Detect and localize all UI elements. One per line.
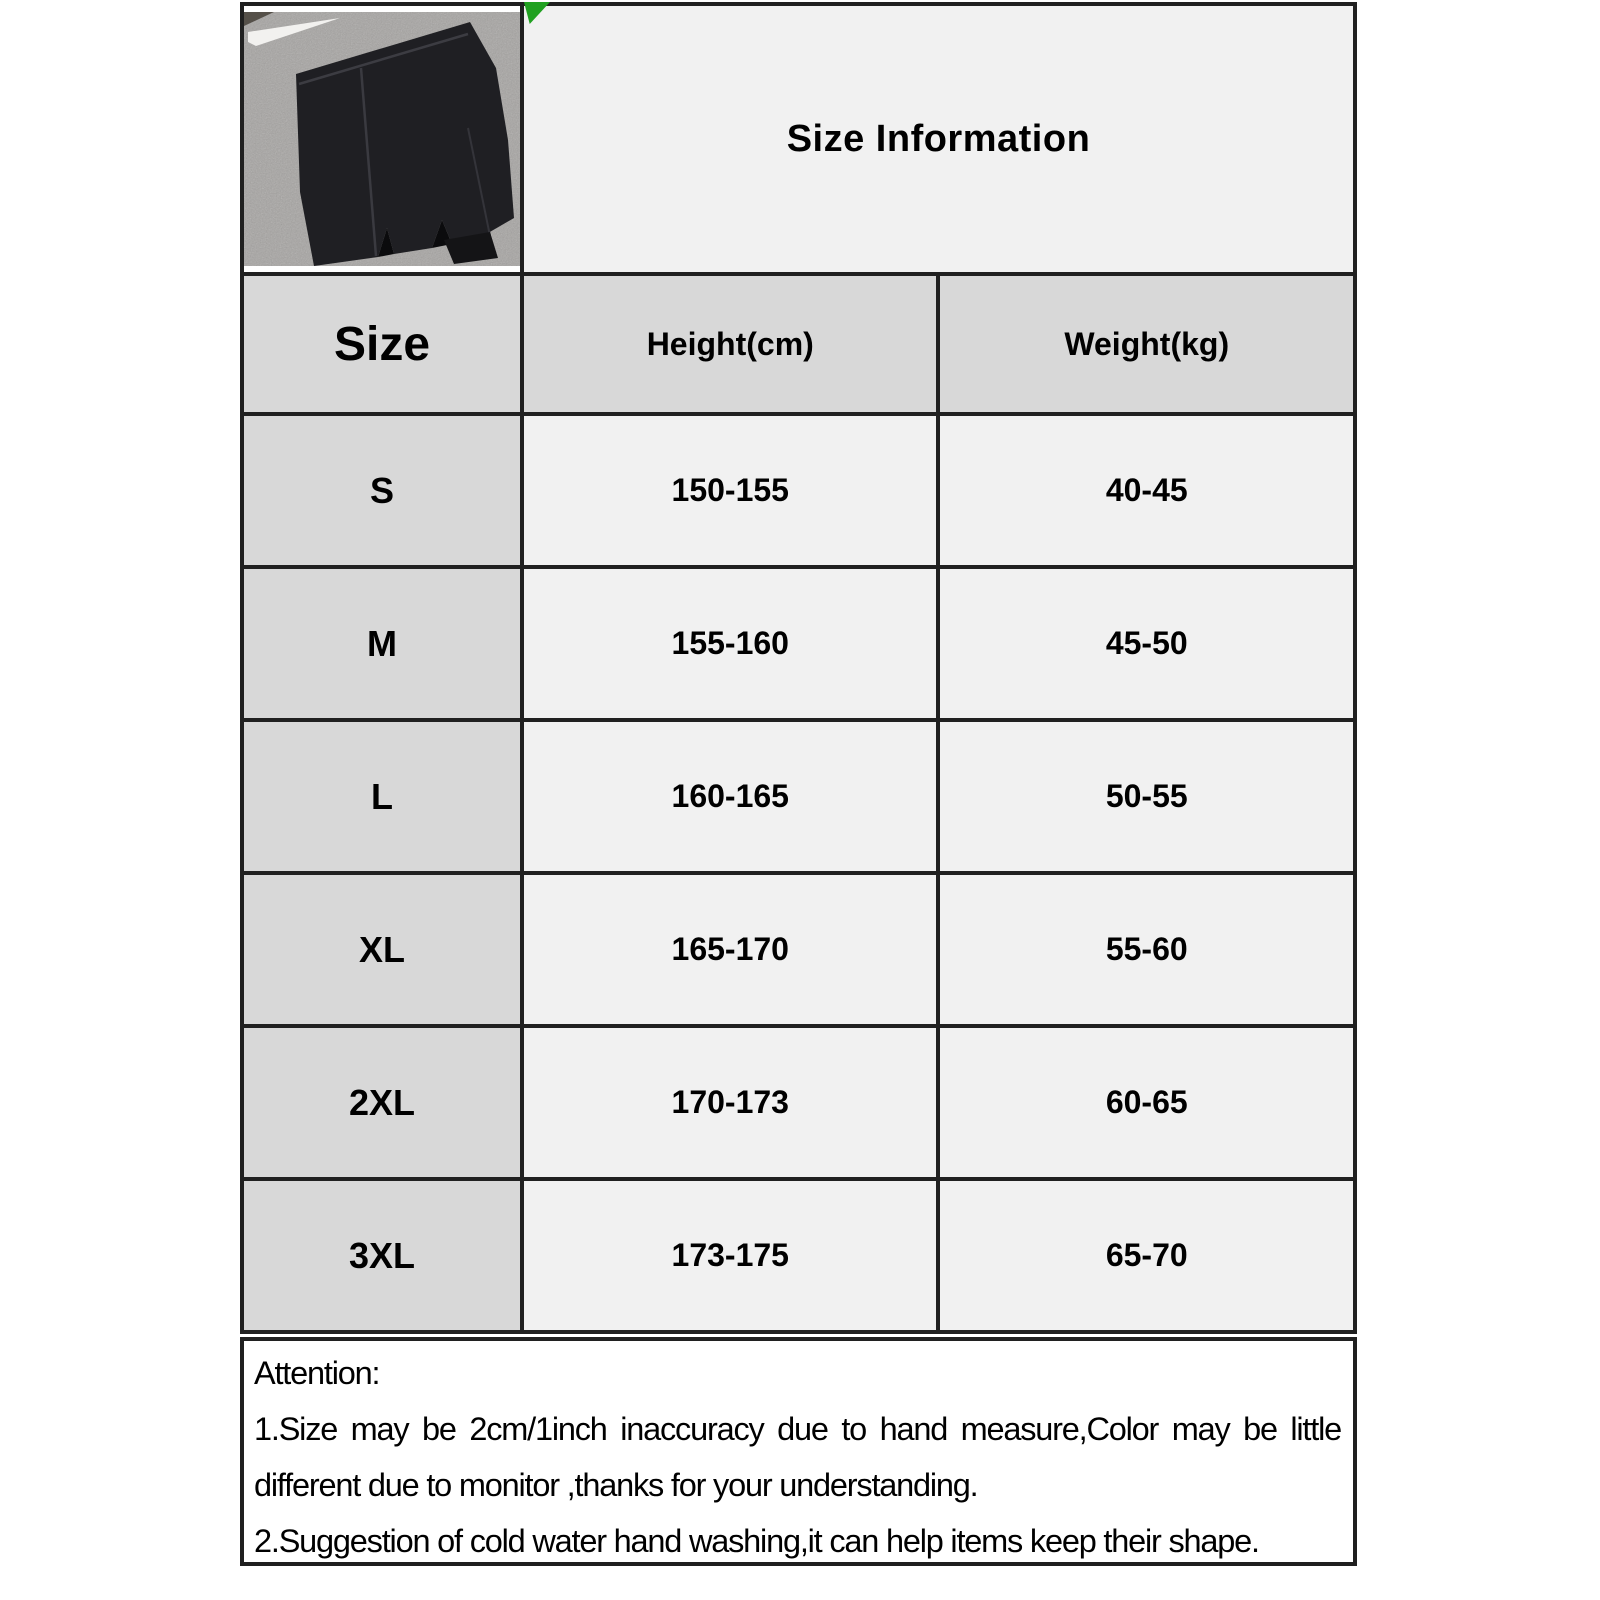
- size-value: M: [242, 567, 522, 720]
- weight-value: 55-60: [938, 873, 1355, 1026]
- product-photo: [244, 12, 520, 266]
- media-row: [242, 4, 1355, 274]
- attention-box: [240, 1337, 1357, 1566]
- header-row: [242, 274, 1355, 414]
- product-photo-illustration: [244, 12, 520, 266]
- weight-value: 60-65: [938, 1026, 1355, 1179]
- size-value: S: [242, 414, 522, 567]
- size-chart-sheet: [240, 2, 1357, 1566]
- attention-note-2: 2.Suggestion of cold water hand washing,it can help items keep their shape.: [254, 1523, 1259, 1559]
- size-table: [240, 2, 1357, 1334]
- table-row: [242, 567, 1355, 720]
- chart-title-cell: [522, 4, 1355, 274]
- table-row: [242, 414, 1355, 567]
- height-value: 165-170: [522, 873, 938, 1026]
- height-value: 150-155: [522, 414, 938, 567]
- weight-value: 45-50: [938, 567, 1355, 720]
- column-header-size: Size: [242, 274, 522, 414]
- table-row: [242, 720, 1355, 873]
- height-value: 160-165: [522, 720, 938, 873]
- table-row: [242, 1179, 1355, 1332]
- weight-value: 50-55: [938, 720, 1355, 873]
- size-value: 3XL: [242, 1179, 522, 1332]
- table-row: [242, 1026, 1355, 1179]
- height-value: 170-173: [522, 1026, 938, 1179]
- weight-value: 65-70: [938, 1179, 1355, 1332]
- attention-heading: Attention:: [254, 1355, 380, 1391]
- weight-value: 40-45: [938, 414, 1355, 567]
- attention-note-1: 1.Size may be 2cm/1inch inaccuracy due to hand measure,Color may be little different due to monitor ,thanks for your understanding.: [254, 1411, 1341, 1503]
- height-value: 155-160: [522, 567, 938, 720]
- table-row: [242, 873, 1355, 1026]
- size-value: 2XL: [242, 1026, 522, 1179]
- chart-title: Size Information: [786, 117, 1091, 160]
- column-header-height: Height(cm): [522, 274, 938, 414]
- size-value: L: [242, 720, 522, 873]
- height-value: 173-175: [522, 1179, 938, 1332]
- column-header-weight: Weight(kg): [938, 274, 1355, 414]
- size-value: XL: [242, 873, 522, 1026]
- product-photo-cell: [242, 4, 522, 274]
